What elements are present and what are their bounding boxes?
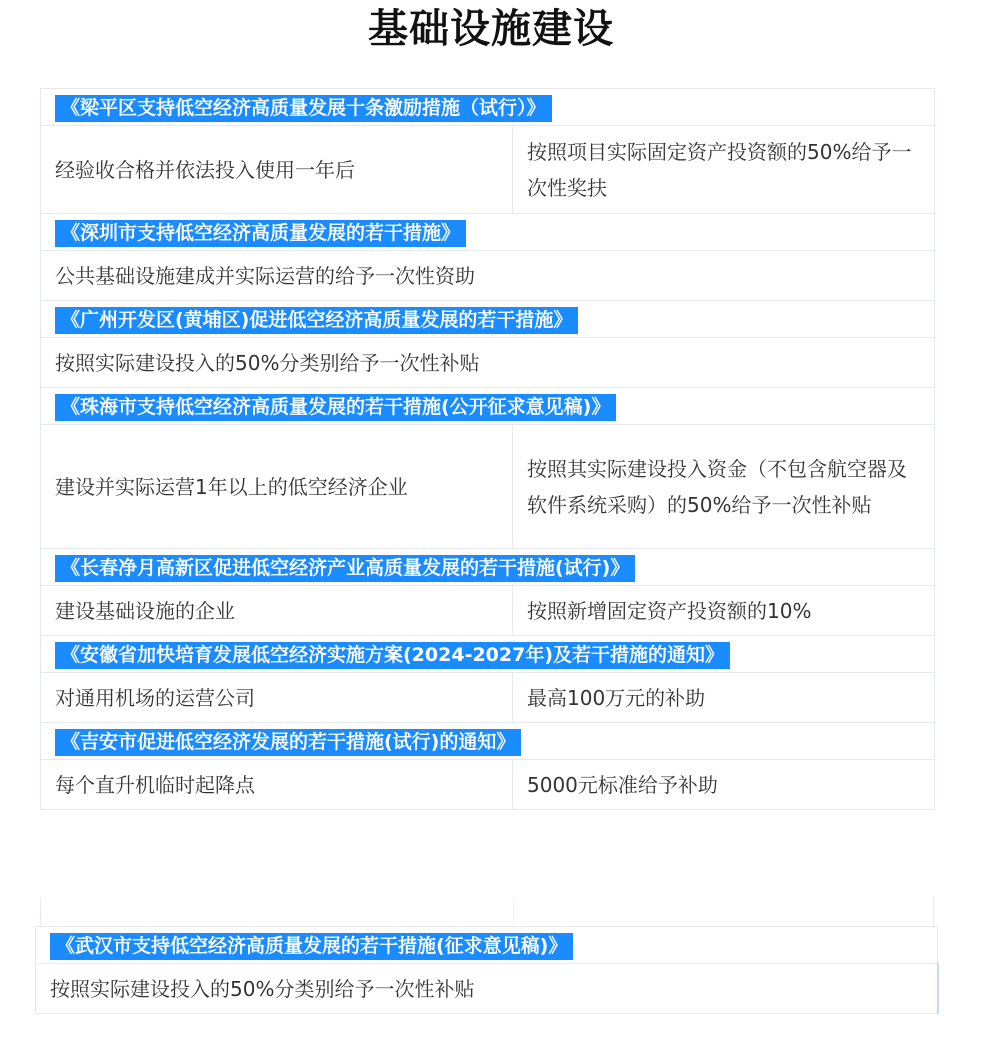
policy-title: 《深圳市支持低空经济高质量发展的若干措施》 — [55, 220, 466, 247]
page-title: 基础设施建设 — [368, 6, 614, 52]
policy-title: 《广州开发区(黄埔区)促进低空经济高质量发展的若干措施》 — [55, 307, 578, 334]
reward-cell: 最高100万元的补助 — [513, 673, 935, 723]
policy-title: 《珠海市支持低空经济高质量发展的若干措施(公开征求意见稿)》 — [55, 394, 616, 421]
condition-cell: 每个直升机临时起降点 — [41, 760, 513, 810]
policy-table-wuhan — [35, 926, 939, 1014]
table-row — [36, 964, 938, 1014]
table-row — [41, 673, 935, 723]
policy-title: 《武汉市支持低空经济高质量发展的若干措施(征求意见稿)》 — [50, 933, 573, 960]
policy-title: 《吉安市促进低空经济发展的若干措施(试行)的通知》 — [55, 729, 521, 756]
section-header-row — [41, 214, 935, 251]
condition-cell: 按照实际建设投入的50%分类别给予一次性补贴 — [36, 964, 938, 1014]
section-header-row — [41, 388, 935, 425]
reward-cell: 按照其实际建设投入资金（不包含航空器及软件系统采购）的50%给予一次性补贴 — [513, 425, 935, 549]
section-header-row — [36, 927, 938, 964]
table-row — [41, 760, 935, 810]
condition-cell: 公共基础设施建成并实际运营的给予一次性资助 — [41, 251, 935, 301]
table-row — [41, 425, 935, 549]
table-row — [41, 126, 935, 214]
condition-cell: 建设并实际运营1年以上的低空经济企业 — [41, 425, 513, 549]
section-header-row — [41, 636, 935, 673]
section-header-row — [41, 301, 935, 338]
policy-table — [40, 88, 935, 810]
reward-cell: 5000元标准给予补助 — [513, 760, 935, 810]
policy-title: 《长春净月高新区促进低空经济产业高质量发展的若干措施(试行)》 — [55, 555, 635, 582]
section-header-row — [41, 89, 935, 126]
policy-title: 《梁平区支持低空经济高质量发展十条激励措施（试行）》 — [55, 95, 552, 122]
condition-cell: 经验收合格并依法投入使用一年后 — [41, 126, 513, 214]
reward-cell: 按照新增固定资产投资额的10% — [513, 586, 935, 636]
table-row — [41, 338, 935, 388]
policy-title: 《安徽省加快培育发展低空经济实施方案(2024-2027年)及若干措施的通知》 — [55, 642, 730, 669]
condition-cell: 按照实际建设投入的50%分类别给予一次性补贴 — [41, 338, 935, 388]
table-row — [41, 586, 935, 636]
condition-cell: 建设基础设施的企业 — [41, 586, 513, 636]
section-header-row — [41, 723, 935, 760]
section-header-row — [41, 549, 935, 586]
table-row — [41, 251, 935, 301]
table-gap — [40, 898, 934, 926]
divider — [513, 898, 514, 926]
reward-cell: 按照项目实际固定资产投资额的50%给予一次性奖扶 — [513, 126, 935, 214]
condition-cell: 对通用机场的运营公司 — [41, 673, 513, 723]
